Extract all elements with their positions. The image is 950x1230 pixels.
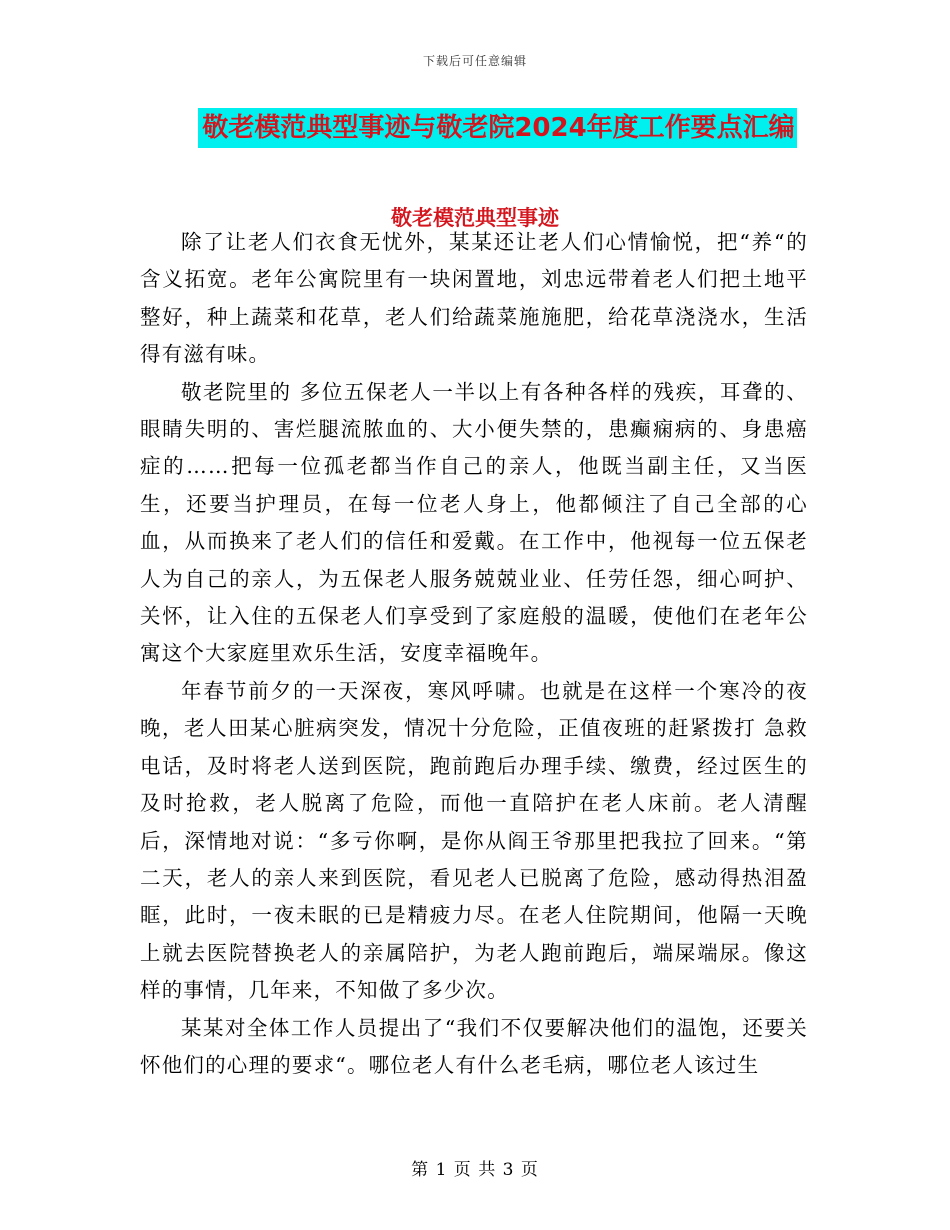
paragraph: 年春节前夕的一天深夜，寒风呼啸。也就是在这样一个寒冷的夜晚，老人田某心脏病突发，情况十分危险，正值夜班的赶紧拨打 急救电话，及时将老人送到医院，跑前跑后办理手续、缴费，经过医生的及时抢救，老人脱离了危险，而他一直陪护在老人床前。老人清醒后，深情地对说：“多亏你啊，是你从阎王爷那里把我拉了回来。“第二天，老人的亲人来到医院，看见老人已脱离了危险，感动得热泪盈眶，此时，一夜未眠的已是精疲力尽。在老人住院期间，他隔一天晚上就去医院替换老人的亲属陪护，为老人跑前跑后，端屎端尿。像这样的事情，几年来，不知做了多少次。	[140, 678, 808, 1003]
section-title: 敬老模范典型事迹	[391, 206, 559, 230]
paragraph: 敬老院里的 多位五保老人一半以上有各种各样的残疾，耳聋的、眼睛失明的、害烂腿流脓血的、大小便失禁的，患癫痫病的、身患癌症的……把每一位孤老都当作自己的亲人，他既当副主任，又当医生，还要当护理员，在每一位老人身上，他都倾注了自己全部的心血，从而换来了老人们的信任和爱戴。在工作中，他视每一位五保老人为自己的亲人，为五保老人服务兢兢业业、任劳任怨，细心呵护、关怀，让入住的五保老人们享受到了家庭般的温暖，使他们在老年公寓这个大家庭里欢乐生活，安度幸福晚年。	[140, 379, 808, 666]
paragraph: 除了让老人们衣食无忧外，某某还让老人们心情愉悦，把“养“的含义拓宽。老年公寓院里有一块闲置地，刘忠远带着老人们把土地平整好，种上蔬菜和花草，老人们给蔬菜施施肥，给花草浇浇水，生活得有滋有味。	[140, 230, 808, 367]
document-title-container	[0, 108, 950, 148]
header-note: 下载后可任意编辑	[422, 54, 527, 68]
document-title: 敬老模范典型事迹与敬老院2024年度工作要点汇编	[198, 108, 796, 148]
paragraph: 某某对全体工作人员提出了“我们不仅要解决他们的温饱，还要关怀他们的心理的要求“。哪位老人有什么老毛病，哪位老人该过生	[140, 1015, 808, 1077]
page-number: 第 1 页 共 3 页	[411, 1160, 539, 1180]
body-text	[140, 224, 808, 1084]
